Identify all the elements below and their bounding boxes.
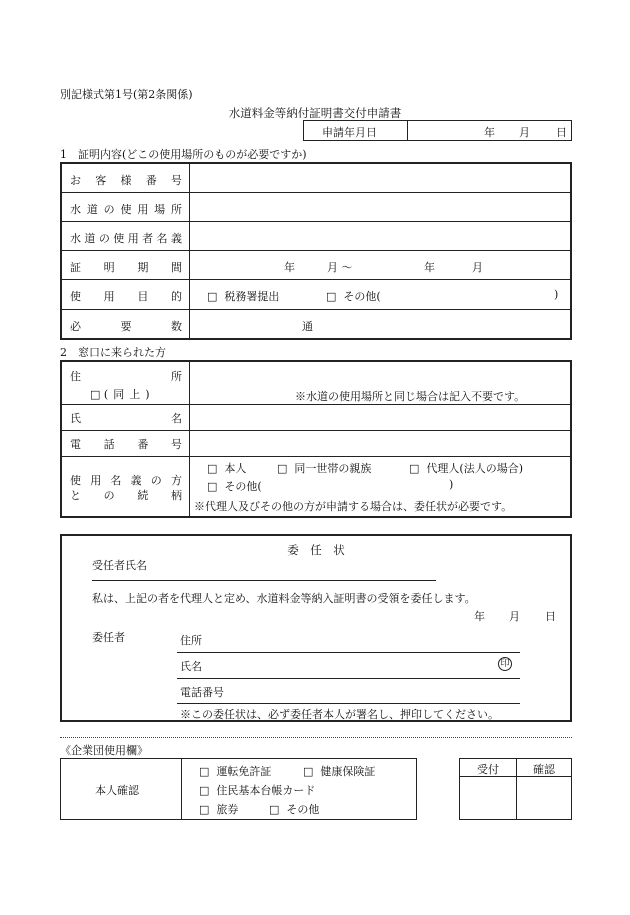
period-month-end[interactable]: 月 bbox=[472, 261, 483, 274]
recipient-name-line[interactable] bbox=[92, 580, 436, 581]
id-license-option[interactable]: □ 運転免許証 bbox=[199, 765, 272, 778]
section2-heading: 2 窓口に来られた方 bbox=[60, 346, 166, 359]
principal-name-line[interactable] bbox=[177, 678, 520, 679]
separator bbox=[60, 737, 572, 738]
confirmed-stamp-field[interactable] bbox=[518, 778, 570, 818]
relation-household-option[interactable]: □ 同一世帯の親族 bbox=[277, 462, 372, 475]
id-other-option[interactable]: □ その他 bbox=[269, 803, 320, 816]
water-location-label: 水 道 の 使 用 場 所 bbox=[70, 203, 182, 216]
principal-phone-line[interactable] bbox=[177, 703, 520, 704]
same-as-above-option[interactable]: □ (同上) bbox=[90, 388, 155, 401]
relation-other-close: ) bbox=[449, 478, 454, 491]
principal-address-line[interactable] bbox=[177, 652, 520, 653]
relation-other-option[interactable]: □ その他( bbox=[207, 480, 262, 493]
application-date-month[interactable]: 月 bbox=[519, 126, 530, 139]
checkbox-icon[interactable]: □ bbox=[207, 290, 218, 303]
proxy-date-day[interactable]: 日 bbox=[545, 610, 556, 623]
application-date-box bbox=[303, 120, 572, 141]
purpose-tax-option[interactable]: □ 税務署提出 bbox=[207, 290, 280, 303]
visitor-name-field[interactable] bbox=[192, 406, 567, 429]
certificate-content-table bbox=[60, 162, 572, 340]
identity-check-box bbox=[60, 758, 417, 820]
id-check-label: 本人確認 bbox=[95, 784, 139, 797]
customer-number-field[interactable] bbox=[192, 166, 567, 191]
proxy-date-year[interactable]: 年 bbox=[474, 610, 485, 623]
checkbox-icon[interactable]: □ bbox=[269, 803, 280, 816]
customer-number-label: お 客 様 番 号 bbox=[70, 174, 182, 187]
visitor-phone-label: 電 話 番 号 bbox=[70, 438, 182, 451]
application-date-label: 申請年月日 bbox=[322, 126, 377, 139]
checkbox-icon[interactable]: □ bbox=[409, 462, 420, 475]
checkbox-icon[interactable]: □ bbox=[326, 290, 337, 303]
id-insurance-option[interactable]: □ 健康保険証 bbox=[303, 765, 376, 778]
form-number: 別記様式第1号(第2条関係) bbox=[60, 88, 193, 101]
copies-unit: 通 bbox=[302, 320, 313, 333]
form-title: 水道料金等納付証明書交付申請書 bbox=[228, 106, 402, 120]
principal-phone-label: 電話番号 bbox=[180, 686, 224, 699]
period-label: 証 明 期 間 bbox=[70, 261, 182, 274]
visitor-address-label: 住 所 bbox=[70, 370, 182, 383]
proxy-statement: 私は、上記の者を代理人と定め、水道料金等納入証明書の受領を委任します。 bbox=[92, 592, 476, 605]
purpose-other-option[interactable]: □ その他( bbox=[326, 290, 381, 303]
checkbox-icon[interactable]: □ bbox=[199, 803, 210, 816]
relation-note: ※代理人及びその他の方が申請する場合は、委任状が必要です。 bbox=[194, 500, 513, 513]
checkbox-icon[interactable]: □ bbox=[303, 765, 314, 778]
checkbox-icon[interactable]: □ bbox=[207, 480, 218, 493]
seal-icon: 印 bbox=[498, 657, 512, 671]
proxy-box bbox=[60, 534, 572, 722]
period-month-start[interactable]: 月 〜 bbox=[327, 261, 353, 274]
purpose-label: 使 用 目 的 bbox=[70, 290, 182, 303]
water-user-name-label: 水 道 の 使 用 者 名 義 bbox=[70, 232, 182, 245]
visitor-table bbox=[60, 360, 572, 518]
relation-self-option[interactable]: □ 本人 bbox=[207, 462, 247, 475]
period-year-end[interactable]: 年 bbox=[424, 261, 435, 274]
water-user-name-field[interactable] bbox=[192, 224, 567, 249]
relation-agent-option[interactable]: □ 代理人(法人の場合) bbox=[409, 462, 523, 475]
checkbox-icon[interactable]: □ bbox=[277, 462, 288, 475]
purpose-other-close: ) bbox=[554, 288, 559, 301]
proxy-date-month[interactable]: 月 bbox=[509, 610, 520, 623]
received-stamp-field[interactable] bbox=[461, 778, 515, 818]
checkbox-icon[interactable]: □ bbox=[199, 765, 210, 778]
visitor-name-label: 氏 名 bbox=[70, 412, 182, 425]
copies-label: 必 要 数 bbox=[70, 320, 182, 333]
relation-label-line1: 使 用 名 義 の 方 bbox=[70, 474, 182, 487]
section1-heading: 1 証明内容(どこの使用場所のものが必要ですか) bbox=[60, 148, 307, 161]
proxy-title: 委 任 状 bbox=[287, 543, 345, 557]
principal-name-label: 氏名 bbox=[180, 660, 202, 673]
application-date-day[interactable]: 日 bbox=[556, 126, 567, 139]
water-location-field[interactable] bbox=[192, 195, 567, 220]
period-year-start[interactable]: 年 bbox=[284, 261, 295, 274]
id-passport-option[interactable]: □ 旅券 bbox=[199, 803, 239, 816]
visitor-phone-field[interactable] bbox=[192, 432, 567, 455]
checkbox-icon[interactable]: □ bbox=[90, 388, 101, 401]
id-resident-card-option[interactable]: □ 住民基本台帳カード bbox=[199, 784, 316, 797]
proxy-note: ※この委任状は、必ず委任者本人が署名し、押印してください。 bbox=[180, 708, 499, 721]
principal-label: 委任者 bbox=[92, 631, 125, 644]
office-use-heading: 《企業団使用欄》 bbox=[60, 744, 148, 757]
principal-address-label: 住所 bbox=[180, 634, 202, 647]
confirmed-label: 確認 bbox=[533, 763, 555, 776]
relation-label-line2: と の 続 柄 bbox=[70, 489, 182, 502]
stamp-box bbox=[459, 758, 572, 820]
checkbox-icon[interactable]: □ bbox=[207, 462, 218, 475]
application-date-year[interactable]: 年 bbox=[484, 126, 495, 139]
checkbox-icon[interactable]: □ bbox=[199, 784, 210, 797]
visitor-address-note: ※水道の使用場所と同じ場合は記入不要です。 bbox=[295, 390, 526, 403]
received-label: 受付 bbox=[477, 763, 499, 776]
recipient-name-label: 受任者氏名 bbox=[92, 559, 147, 572]
